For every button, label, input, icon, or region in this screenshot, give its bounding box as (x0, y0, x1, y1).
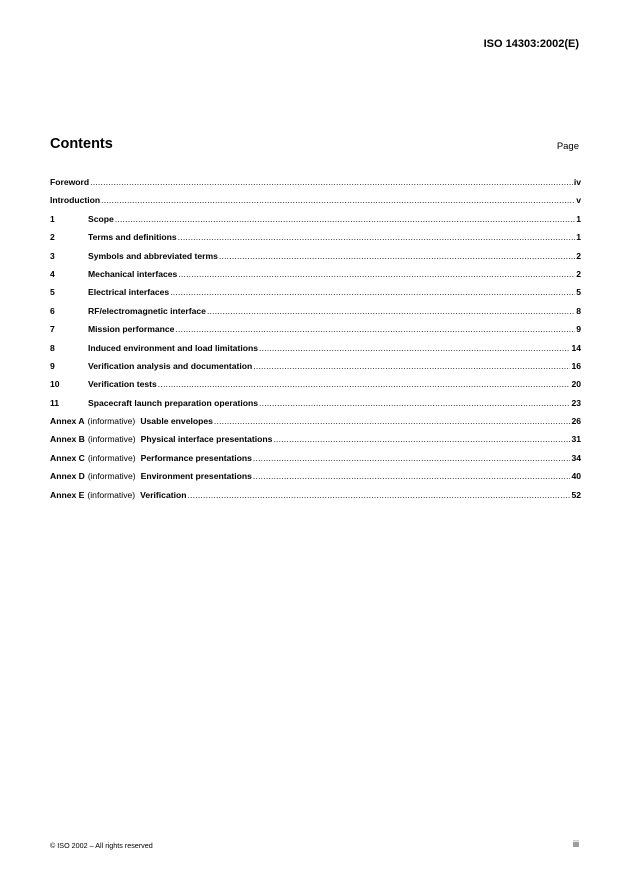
toc-dot-leader (253, 470, 571, 482)
toc-entry-title: RF/electromagnetic interface (88, 305, 206, 316)
toc-entry[interactable] (50, 415, 581, 433)
toc-entry-page: 9 (576, 324, 581, 335)
toc-annex-type: (informative) (87, 416, 136, 427)
toc-entry-number: 6 (50, 305, 55, 316)
toc-dot-leader (170, 286, 575, 298)
toc-entry-page: 31 (571, 434, 581, 445)
toc-entry[interactable] (50, 250, 581, 268)
toc-dot-leader (101, 194, 575, 206)
toc-entry[interactable] (50, 176, 581, 194)
toc-entry-number: 10 (50, 379, 60, 390)
toc-entry[interactable] (50, 489, 581, 507)
toc-entry-page: 2 (576, 268, 581, 279)
toc-entry[interactable] (50, 452, 581, 470)
contents-heading: Contents (50, 136, 113, 152)
toc-entry-page: iv (573, 177, 581, 187)
toc-entry[interactable] (50, 378, 581, 396)
toc-entry-page: 16 (571, 360, 581, 371)
toc-annex-label: Annex D (50, 471, 85, 482)
toc-annex-type: (informative) (87, 434, 136, 445)
toc-entry-page: 14 (571, 342, 581, 353)
toc-entry-page: 40 (571, 471, 581, 482)
toc-entry[interactable] (50, 397, 581, 415)
toc-entry-page: 34 (571, 452, 581, 463)
toc-entry-title: Symbols and abbreviated terms (88, 250, 218, 261)
toc-entry-number: 2 (50, 232, 55, 243)
toc-dot-leader (115, 213, 575, 225)
toc-dot-leader (178, 268, 575, 280)
toc-entry-page: v (576, 195, 581, 206)
toc-entry[interactable] (50, 305, 581, 323)
toc-entry-title: Mission performance (88, 324, 175, 335)
toc-entry-number: 8 (50, 342, 55, 353)
toc-entry-number: 5 (50, 287, 55, 298)
toc-annex-type: (informative) (87, 452, 136, 463)
table-of-contents (50, 176, 581, 507)
toc-entry-title: Foreword (50, 177, 90, 187)
toc-entry[interactable] (50, 323, 581, 341)
toc-dot-leader (259, 342, 570, 354)
toc-annex-label: Annex C (50, 452, 85, 463)
toc-entry-page: 52 (571, 489, 581, 500)
toc-entry[interactable] (50, 194, 581, 212)
toc-dot-leader (219, 250, 575, 262)
toc-dot-leader (175, 323, 575, 335)
toc-entry-title: Mechanical interfaces (88, 268, 178, 279)
toc-entry[interactable] (50, 470, 581, 488)
toc-entry-title: Physical interface presentations (140, 434, 273, 445)
toc-annex-label: Annex E (50, 489, 85, 500)
toc-entry-title: Scope (88, 213, 114, 224)
toc-entry[interactable] (50, 360, 581, 378)
toc-entry[interactable] (50, 342, 581, 360)
toc-dot-leader (273, 433, 570, 445)
toc-entry-number: 9 (50, 360, 55, 371)
toc-dot-leader (214, 415, 571, 427)
toc-entry-page: 23 (571, 397, 581, 408)
toc-entry-page: 26 (571, 416, 581, 427)
toc-entry-page: 20 (571, 379, 581, 390)
toc-entry-page: 1 (576, 232, 581, 243)
toc-dot-leader (187, 489, 570, 501)
toc-dot-leader (207, 305, 575, 317)
toc-entry-title: Performance presentations (140, 452, 252, 463)
document-id: ISO 14303:2002(E) (483, 38, 579, 50)
toc-annex-type: (informative) (87, 489, 136, 500)
toc-dot-leader (90, 176, 573, 188)
toc-annex-label: Annex A (50, 416, 85, 427)
toc-entry-title: Terms and definitions (88, 232, 177, 243)
footer-page-number: iii (573, 839, 579, 849)
toc-entry-number: 3 (50, 250, 55, 261)
toc-entry-title: Verification analysis and documentation (88, 360, 253, 371)
footer-copyright: © ISO 2002 – All rights reserved (50, 841, 153, 850)
toc-entry-page: 2 (576, 250, 581, 261)
toc-entry-page: 8 (576, 305, 581, 316)
toc-dot-leader (253, 452, 571, 464)
toc-entry[interactable] (50, 286, 581, 304)
toc-entry-number: 11 (50, 397, 60, 408)
toc-dot-leader (259, 397, 570, 409)
toc-entry[interactable] (50, 231, 581, 249)
toc-entry-title: Electrical interfaces (88, 287, 170, 298)
page-column-label: Page (556, 141, 579, 152)
toc-entry-title: Introduction (50, 195, 101, 206)
toc-entry-page: 5 (576, 287, 581, 298)
toc-entry-number: 4 (50, 268, 55, 279)
toc-entry-title: Usable envelopes (140, 416, 213, 427)
toc-entry-number: 7 (50, 324, 55, 335)
toc-entry-number: 1 (50, 213, 55, 224)
toc-annex-type: (informative) (87, 471, 136, 482)
toc-dot-leader (158, 378, 571, 390)
toc-entry-title: Verification (140, 489, 187, 500)
toc-dot-leader (253, 360, 570, 372)
toc-entry[interactable] (50, 433, 581, 451)
toc-entry-page: 1 (576, 213, 581, 224)
toc-entry-title: Verification tests (88, 379, 157, 390)
toc-entry[interactable] (50, 268, 581, 286)
toc-entry-title: Spacecraft launch preparation operations (88, 397, 259, 408)
toc-dot-leader (178, 231, 576, 243)
toc-annex-label: Annex B (50, 434, 85, 445)
toc-entry-title: Induced environment and load limitations (88, 342, 258, 353)
toc-entry[interactable] (50, 213, 581, 231)
toc-entry-title: Environment presentations (140, 471, 252, 482)
